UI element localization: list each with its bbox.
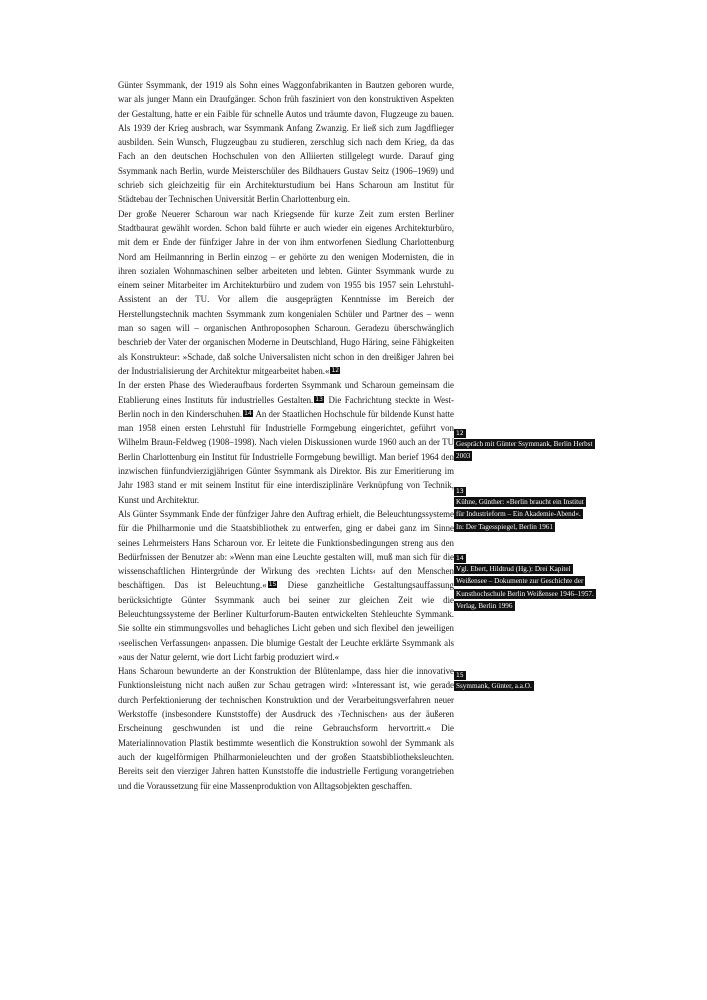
- sidenote-12: [454, 420, 595, 464]
- main-text-column: [118, 78, 454, 793]
- sidenote-number: 15: [456, 672, 464, 679]
- sidenote-number: 12: [456, 430, 464, 437]
- footnote-marker[interactable]: 13: [315, 395, 323, 403]
- sidenote-15: [454, 662, 534, 693]
- sidenote-13: [454, 478, 586, 534]
- paragraph-4-text: Als Günter Ssymmank Ende der fünfziger Jahre den Auftrag erhielt, die Beleuchtungssysteme für die Philharmonie und die Staatsbibliothek zu entwerfen, ging er dabei ganz im Sinne seines Lehrmeisters Hans Scharoun vor. Er leitete die Funktionsbedingungen streng aus den Bedürfnissen der Benutzer ab: »Wenn man eine Leuchte gestalten will, muß man sich für die wissenschaftlichen Hintergründe der Wirkung des ›rechten Lichts‹ auf den Menschen beschäftigen. Das ist Beleuchtung.«: [118, 508, 454, 591]
- sidenote-line: Weißensee – Dokumente zur Geschichte der: [456, 577, 584, 586]
- paragraph-5: [118, 664, 454, 793]
- sidenote-line: für Industrieform – Ein Akademie-Abend«.: [456, 510, 581, 519]
- sidenote-line: Verlag, Berlin 1996: [456, 602, 513, 611]
- footnote-marker[interactable]: 14: [244, 409, 252, 417]
- paragraph-1-text: Günter Ssymmank, der 1919 als Sohn eines Waggonfabrikanten in Bautzen geboren wurde, war als junger Mann ein Draufgänger. Schon früh fasziniert von den konstruktiven Aspekten der Gestaltung, hatte er ein Faible für schnelle Autos und träumte davon, Flugzeuge zu bauen. Als 1939 der Krieg ausbrach, war Ssymmank Anfang Zwanzig. Er ließ sich zum Jagdflieger ausbilden. Sein Wunsch, Flugzeugbau zu studieren, zerschlug sich nach dem Krieg, da das Fach an den deutschen Hochschulen von den Alliierten stillgelegt wurde. Darauf ging Ssymmank nach Berlin, wurde Meisterschüler des Bildhauers Gustav Seitz (1906–1969) und schrieb sich gleichzeitig für ein Architekturstudium bei Hans Scharoun am Institut für Städtebau der Technischen Universität Berlin Charlottenburg ein.: [118, 80, 454, 205]
- paragraph-4-text-2: Diese ganzheitliche Gestaltungsauffassung berücksichtigte Günter Ssymmank auch bei seiner zur gleichen Zeit wie die Beleuchtungssysteme der Berliner Kulturforum-Bauten entwickelten Stehleuchte Symmank. Sie sollte ein stimmungsvolles und behagliches Licht geben und sich flexibel den jeweiligen ›seelischen Verfassungen‹ anpassen. Die blumige Gestalt der Leuchte erklärte Ssymmank als »aus der Natur gelernt, wie dort Licht farbig produziert wird.«: [118, 580, 454, 662]
- paragraph-5-text: Hans Scharoun bewunderte an der Konstruktion der Blütenlampe, dass hier die innovative Funktionsleistung nicht nach außen zur Schau getragen wird: »Interessant ist, wie gerade durch Perfektionierung der technischen Konstruktion und der Verarbeitungsverfahren neuer Werkstoffe (insbesondere Kunststoffe) der Ausdruck des ›Technischen‹ aus der äußeren Erscheinung geschwunden ist und die reine Gebrauchsform hervortritt.« Die Materialinnovation Plastik bestimmte wesentlich die Konstruktion sowohl der Symmank als auch der kugelförmigen Philharmonieleuchten und der großen Staatsbibliotheksleuchten. Bereits seit den vierziger Jahren hatten Kunststoffe die industrielle Fertigung vorangetrieben und die Voraussetzung für eine Massenproduktion von Alltagsobjekten geschaffen.: [118, 666, 454, 791]
- paragraph-3-text-3: An der Staatlichen Hochschule für bildende Kunst hatte man 1958 einen ersten Lehrstuhl für Industrielle Formgebung eingerichtet, geführt von Wilhelm Braun-Feldweg (1908–1998). Nach vielen Diskussionen wurde 1960 auch an der TU Berlin Charlottenburg ein Institut für Industrielle Formgebung bewilligt. Man berief 1964 den inzwischen fünfundvierzigjährigen Günter Ssymmank als Direktor. Bis zur Emeritierung im Jahr 1983 stand er mit seinem Institut für eine interdisziplinäre Verknüpfung von Technik, Kunst und Architektur.: [118, 408, 454, 505]
- footnote-marker[interactable]: 15: [268, 581, 277, 589]
- sidenote-line: Ssymmank, Günter, a.a.O.: [456, 682, 532, 690]
- paragraph-3: [118, 378, 454, 507]
- footnote-marker[interactable]: 12: [331, 366, 340, 374]
- sidenote-number: 14: [456, 555, 464, 562]
- sidenote-line: In: Der Tagesspiegel, Berlin 1961: [456, 522, 553, 531]
- sidenote-line: 2003: [456, 452, 471, 461]
- paragraph-2-text: Der große Neuerer Scharoun war nach Kriegsende für kurze Zeit zum ersten Berliner Stadtbaurat gewählt worden. Schon bald führte er auch wieder ein eigenes Architekturbüro, mit dem er Ende der fünfziger Jahre in der von ihm entworfenen Siedlung Charlottenburg Nord am Heilmannring in Berlin einzog – er gehörte zu den wenigen Modernisten, die in ihren sozialen Wohnmaschinen selber arbeiteten und lebten. Günter Ssymmank wurde zu einem seiner Mitarbeiter im Architekturbüro und zudem von 1955 bis 1957 sein Lehrstuhl-Assistent an der TU. Vor allem die ausgeprägten Kenntnisse im Bereich der Herstellungstechnik machten Ssymmank zum kongenialen Schüler und Partner des – wenn man so sagen will – organischen Anthroposophen Scharoun. Geradezu überschwänglich beschrieb der Vater der organischen Moderne in Deutschland, Hugo Häring, seine Fähigkeiten als Konstrukteur: »Schade, daß solche Universalisten nicht schon in den dreißiger Jahren bei der Industrialisierung der Architektur mitgearbeitet haben.«: [118, 208, 454, 376]
- paragraph-3-text: In der ersten Phase des Wiederaufbaus forderten Ssymmank und Scharoun gemeinsam die Etablierung eines Instituts für industrielles Gestalten.: [118, 380, 454, 405]
- sidenote-line: Kunsthochschule Berlin Weißensee 1946–1957.: [456, 589, 594, 598]
- sidenote-line: Gespräch mit Günter Ssymmank, Berlin Herbst: [456, 440, 593, 448]
- sidenote-line: Kühne, Günther: »Berlin braucht ein Institut: [456, 498, 584, 506]
- paragraph-4: [118, 507, 454, 664]
- paragraph-3-text-2: Die Fachrichtung steckte in West-Berlin noch in den Kinderschuhen.: [118, 394, 454, 419]
- sidenote-14: [454, 545, 596, 614]
- paragraph-2: [118, 207, 454, 379]
- sidenote-line: Vgl. Ebert, Hildtrud (Hg.): Drei Kapitel: [456, 565, 571, 573]
- sidenote-number: 13: [456, 488, 464, 495]
- paragraph-1: [118, 78, 454, 207]
